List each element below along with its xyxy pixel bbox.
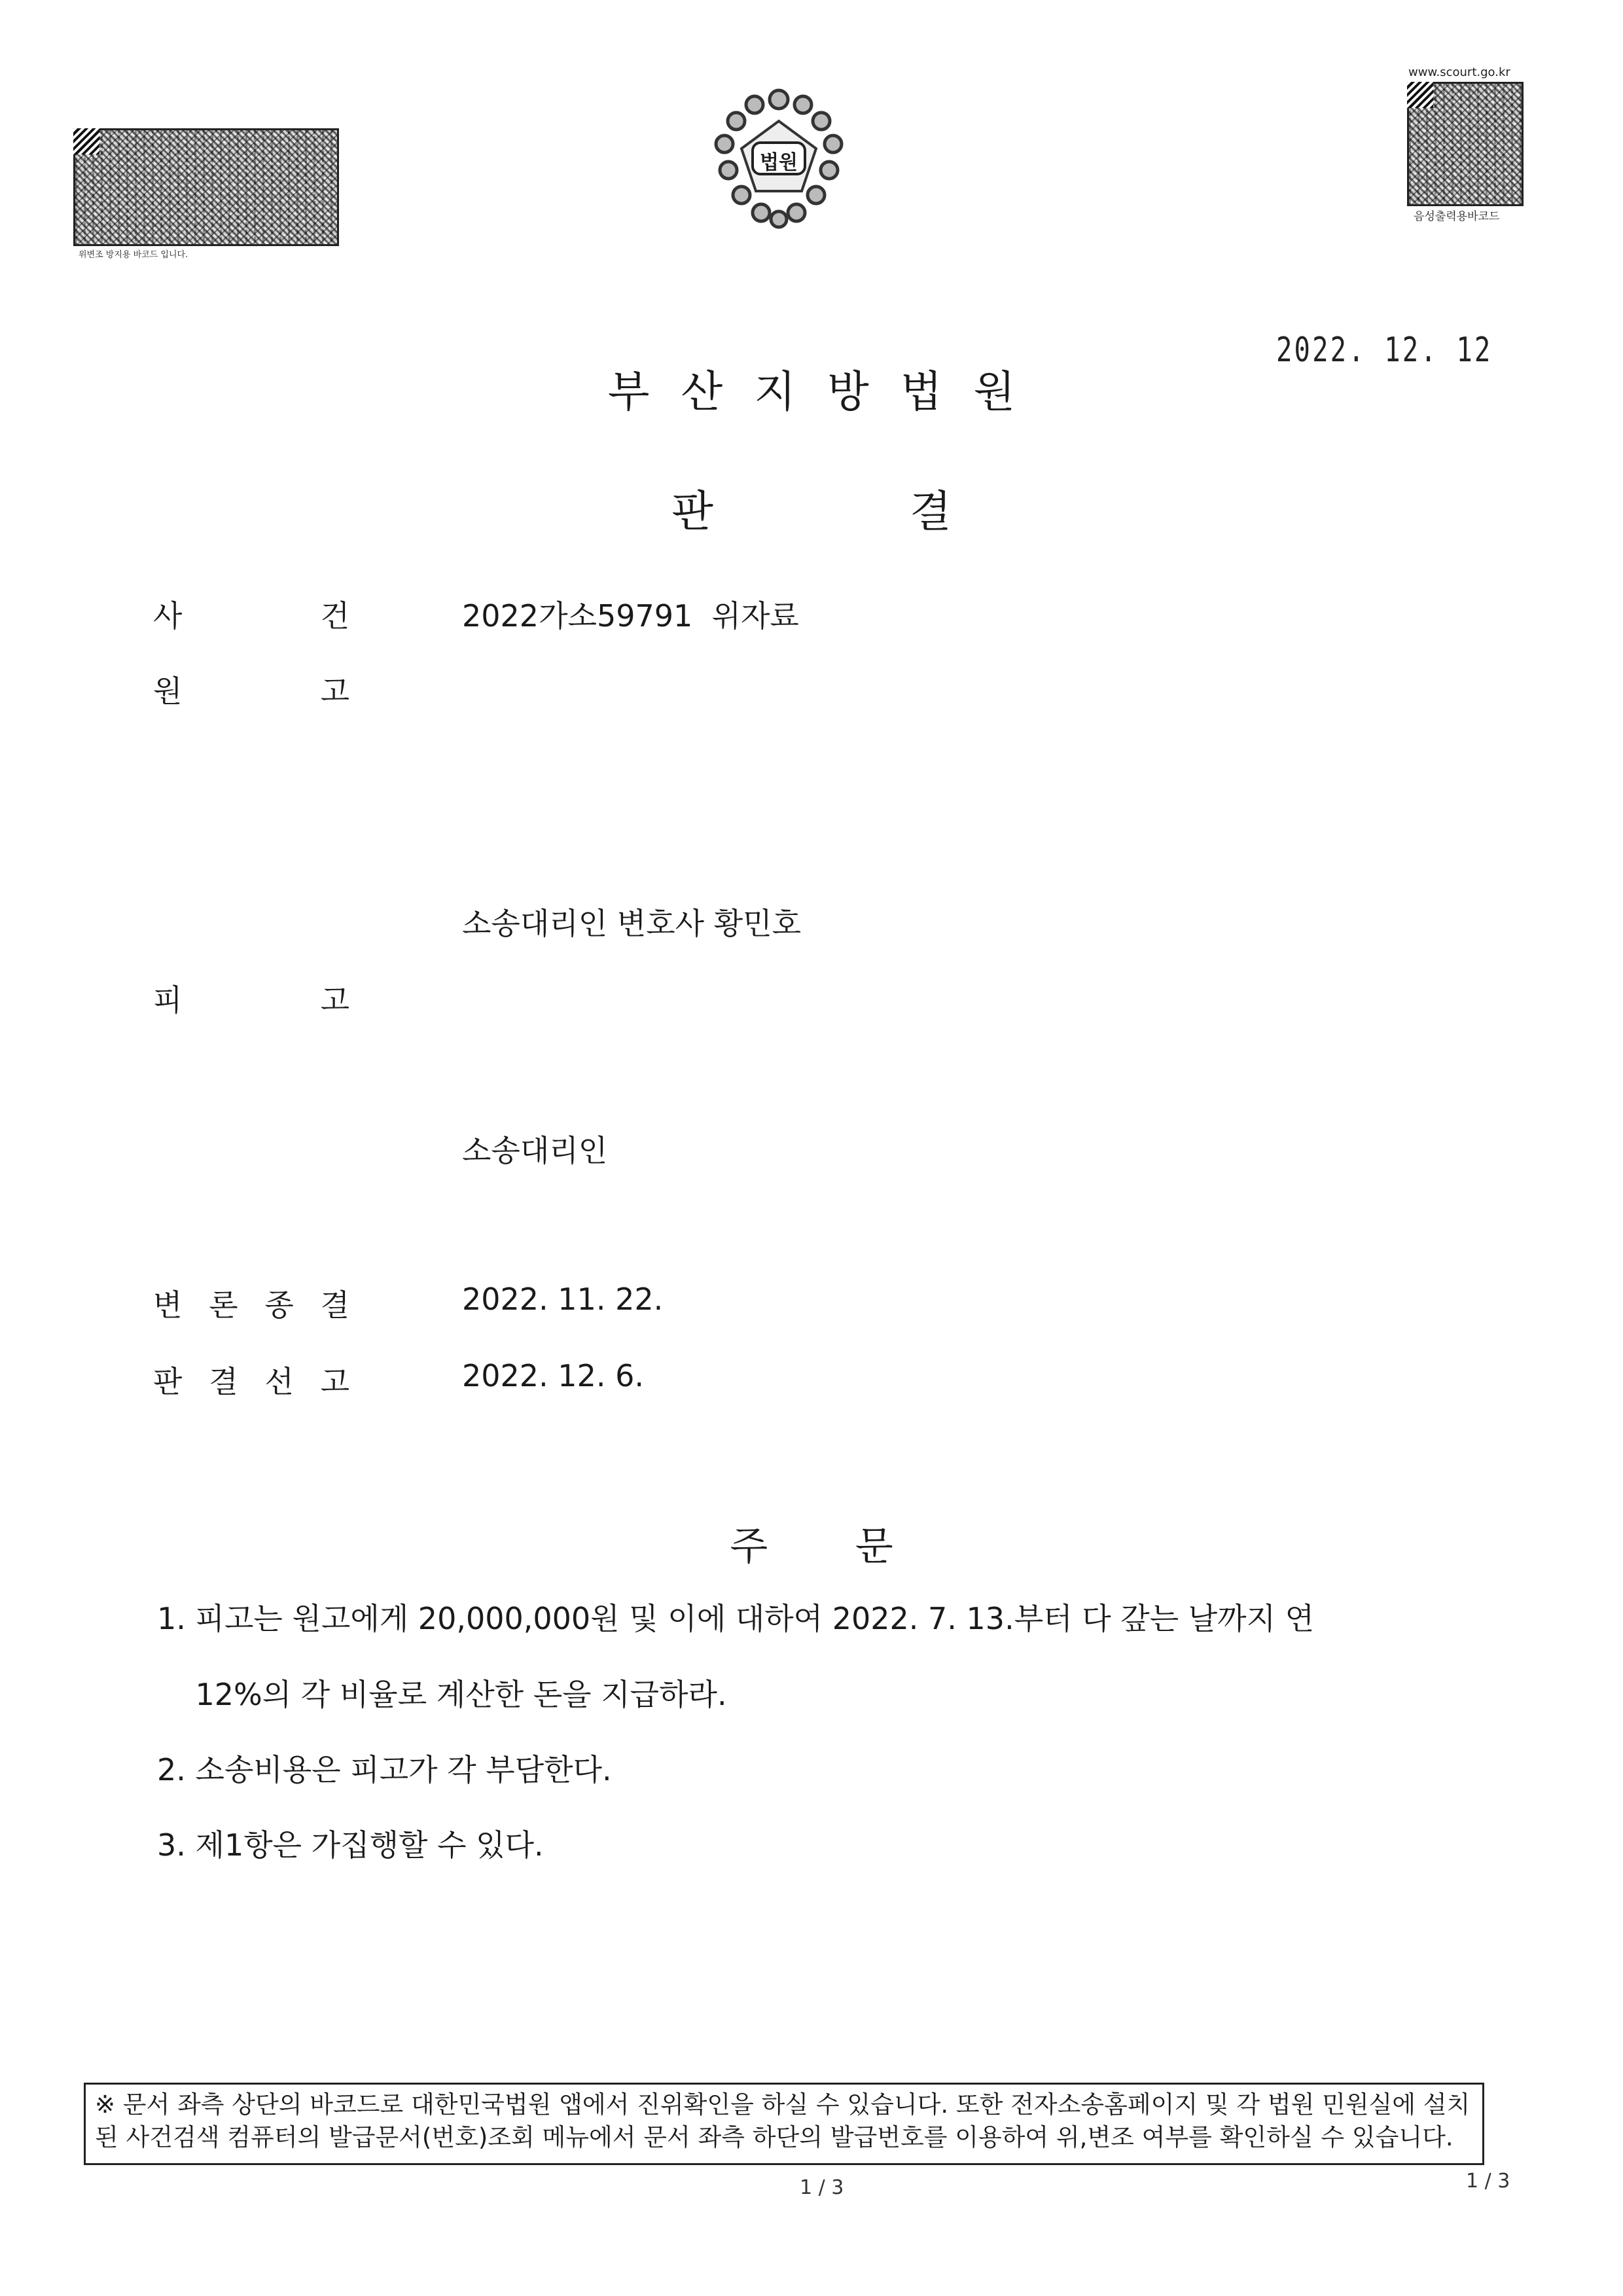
page-number-corner: 1 / 3 <box>1466 2170 1510 2193</box>
label-char: 결 <box>209 1364 238 1399</box>
case-number: 2022가소59791 위자료 <box>462 598 799 634</box>
label-closing-date <box>153 1282 349 1325</box>
label-char: 결 <box>320 1287 349 1323</box>
barcode-right-url: www.scourt.go.kr <box>1408 65 1510 79</box>
order-item-3: 3. 제1항은 가집행할 수 있다. <box>157 1827 544 1863</box>
defendant-attorney: 소송대리인 <box>462 1133 608 1168</box>
label-char: 고 <box>320 1364 349 1399</box>
label-char: 고 <box>320 982 349 1018</box>
court-emblem <box>710 85 847 229</box>
title-char-2: 결 <box>910 486 952 537</box>
label-char: 변 <box>153 1287 183 1323</box>
barcode-right-caption: 음성출력용바코드 <box>1414 210 1500 223</box>
court-name: 부산지방법원 <box>607 367 1047 417</box>
label-char: 판 <box>153 1364 183 1399</box>
label-char: 건 <box>320 598 349 634</box>
verification-notice: ※ 문서 좌측 상단의 바코드로 대한민국법원 앱에서 진위확인을 하실 수 있습니다. 또한 전자소송홈페이지 및 각 법원 민원실에 설치된 사건검색 컴퓨터의 발급문서(번호)조회 메뉴에서 문서 좌측 하단의 발급번호를 이용하여 위,변조 여부를 확인하실 수 있습니다. <box>84 2083 1484 2165</box>
label-plaintiff <box>153 668 349 711</box>
order-item-2: 2. 소송비용은 피고가 각 부담한다. <box>157 1752 612 1787</box>
barcode-left-caption: 위변조 방지용 바코드 입니다. <box>79 250 188 260</box>
label-char: 종 <box>264 1287 294 1323</box>
label-defendant <box>153 977 349 1020</box>
title-char-1: 판 <box>671 486 713 537</box>
audio-barcode <box>1407 82 1524 206</box>
page-number: 1 / 3 <box>800 2176 844 2199</box>
order-item-1-continued: 12%의 각 비율로 계산한 돈을 지급하라. <box>157 1677 727 1712</box>
label-case <box>153 592 349 636</box>
emblem-text: 법원 <box>760 151 798 174</box>
order-item-1: 1. 피고는 원고에게 20,000,000원 및 이에 대하여 2022. 7. 13.부터 다 갚는 날까지 연 <box>157 1601 1315 1636</box>
label-judgment-date <box>153 1358 349 1401</box>
order-title: 주 문 <box>730 1524 893 1570</box>
closing-date: 2022. 11. 22. <box>462 1282 664 1317</box>
label-char: 론 <box>209 1287 238 1323</box>
verification-barcode <box>73 128 339 246</box>
received-date-stamp: 2022. 12. 12 <box>1276 331 1493 370</box>
label-char: 사 <box>153 598 183 634</box>
document-title <box>0 476 1623 539</box>
label-char: 피 <box>153 982 183 1018</box>
label-char: 선 <box>264 1364 294 1399</box>
label-char: 원 <box>153 673 183 709</box>
judgment-date: 2022. 12. 6. <box>462 1358 644 1393</box>
barcode-corner-mark <box>73 128 99 154</box>
plaintiff-attorney: 소송대리인 변호사 황민호 <box>462 906 802 941</box>
label-char: 고 <box>320 673 349 709</box>
barcode-corner-mark <box>1407 82 1433 108</box>
